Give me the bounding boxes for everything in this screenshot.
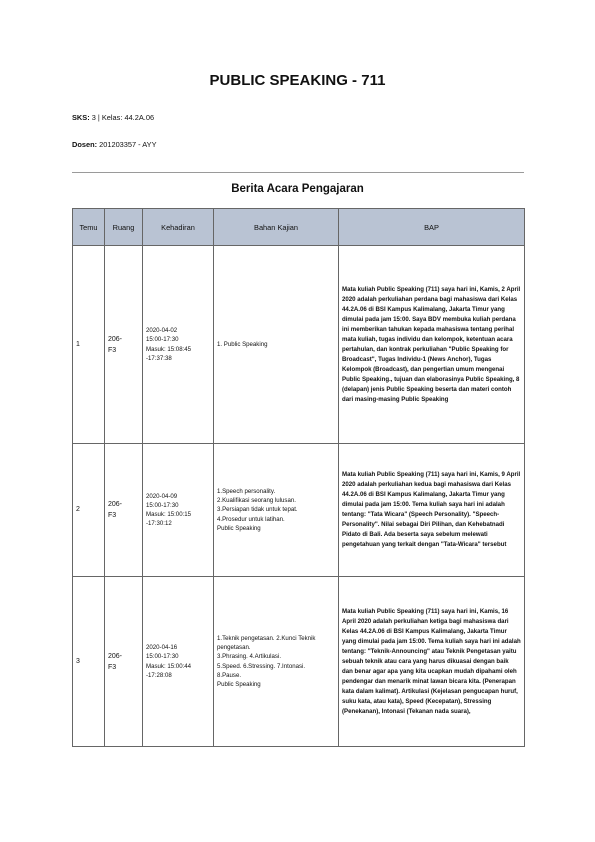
cell-kehadiran: 2020-04-16 15:00-17:30 Masuk: 15:00:44 -17:28:08 xyxy=(143,577,214,747)
cell-bap: Mata kuliah Public Speaking (711) saya hari ini, Kamis, 9 April 2020 adalah perkuliahan kedua bagi mahasiswa dari Kelas 44.2A.06 di BSI Kampus Kalimalang, Jakarta Timur yang dimulai pada jam 15:00. Tema kuliah saya hari ini adalah tentang: "Tata Wicara" (Speech Personality). "Speech-Personality". Nilai sebagai Diri Pilihan, dan Kehebatnadi Pidato di Bali. Ada beserta saya sebelum melewati pengetahuan yang terkait dengan "Tata-Wicara" tersebut xyxy=(339,444,525,577)
cell-bap: Mata kuliah Public Speaking (711) saya hari ini, Kamis, 2 April 2020 adalah perkuliahan perdana bagi mahasiswa dari Kelas 44.2A.06 di BSI Kampus Kalimalang, Jakarta Timur yang dimulai pada jam 15:00. Saya BDV membuka kuliah perdana ini memberikan tahukan kepada mahasiswa tentang perihal mata kuliah, tugas individu dan kelompok, ketentuan acara pertahulan, dan kontrak perkuliahan "Public Speaking for Broadcast", Tugas Individu-1 (News Anchor), Tugas Kelompok (Broadcast), dan pengertian umum mengenai Public Speaking., tujuan dan elaborasinya Public Speaking, 8 (delapan) jenis Public Speaking beserta dan materi contoh dari masing-masing Public Speaking xyxy=(339,246,525,444)
header-ruang: Ruang xyxy=(105,209,143,246)
cell-kehadiran: 2020-04-02 15:00-17:30 Masuk: 15:08:45 -17:37:38 xyxy=(143,246,214,444)
dosen-value: 201203357 - AYY xyxy=(99,140,157,149)
cell-bahan-kajian: 1. Public Speaking xyxy=(214,246,339,444)
header-bap: BAP xyxy=(339,209,525,246)
sks-line xyxy=(72,113,154,122)
bap-table xyxy=(72,208,525,747)
table-row xyxy=(73,246,525,444)
sks-value: 3 | Kelas: 44.2A.06 xyxy=(91,113,155,122)
cell-temu: 1 xyxy=(73,246,105,444)
header-kehadiran: Kehadiran xyxy=(143,209,214,246)
header-bahan-kajian: Bahan Kajian xyxy=(214,209,339,246)
table-row xyxy=(73,444,525,577)
cell-kehadiran: 2020-04-09 15:00-17:30 Masuk: 15:00:15 -17:30:12 xyxy=(143,444,214,577)
dosen-line xyxy=(72,140,157,149)
cell-ruang: 206- F3 xyxy=(105,246,143,444)
sks-label: SKS: xyxy=(72,113,90,122)
cell-temu: 3 xyxy=(73,577,105,747)
section-title: Berita Acara Pengajaran xyxy=(231,183,364,195)
cell-bahan-kajian: 1.Speech personality. 2.Kualifikasi seorang lulusan. 3.Persiapan tidak untuk tepat. 4.Prosedur untuk latihan. Public Speaking xyxy=(214,444,339,577)
cell-bahan-kajian: 1.Teknik pengetasan. 2.Kunci Teknik pengetasan. 3.Phrasing. 4.Artikulasi. 5.Speed. 6.Stressing. 7.Intonasi. 8.Pause. Public Speaking xyxy=(214,577,339,747)
header-temu: Temu xyxy=(73,209,105,246)
cell-bap: Mata kuliah Public Speaking (711) saya hari ini, Kamis, 16 April 2020 adalah perkuliahan ketiga bagi mahasiswa dari Kelas 44.2A.06 di BSI Kampus Kalimalang, Jakarta Timur yang dimulai pada jam 15:00. Tema kuliah saya hari ini adalah tentang: "Teknik-Announcing" atau Teknik Pengetasan yaitu sebuah teknik atau cara yang harus dikuasai dengan baik dan benar agar apa yang kita ucapkan mudah dipahami oleh pendengar dan menarik minat lawan bicara kita. (Penerapan kata dalam kalimat). Artikulasi (Kejelasan pengucapan huruf, suku kata, atau kata), Speed (Kecepatan), Stressing (Penekanan), Intonasi (Tekanan nada suara), xyxy=(339,577,525,747)
cell-ruang: 206- F3 xyxy=(105,577,143,747)
table-header-row xyxy=(73,209,525,246)
cell-temu: 2 xyxy=(73,444,105,577)
document-title: PUBLIC SPEAKING - 711 xyxy=(209,72,386,89)
dosen-label: Dosen: xyxy=(72,140,98,149)
table-row xyxy=(73,577,525,747)
divider xyxy=(72,172,524,173)
cell-ruang: 206- F3 xyxy=(105,444,143,577)
